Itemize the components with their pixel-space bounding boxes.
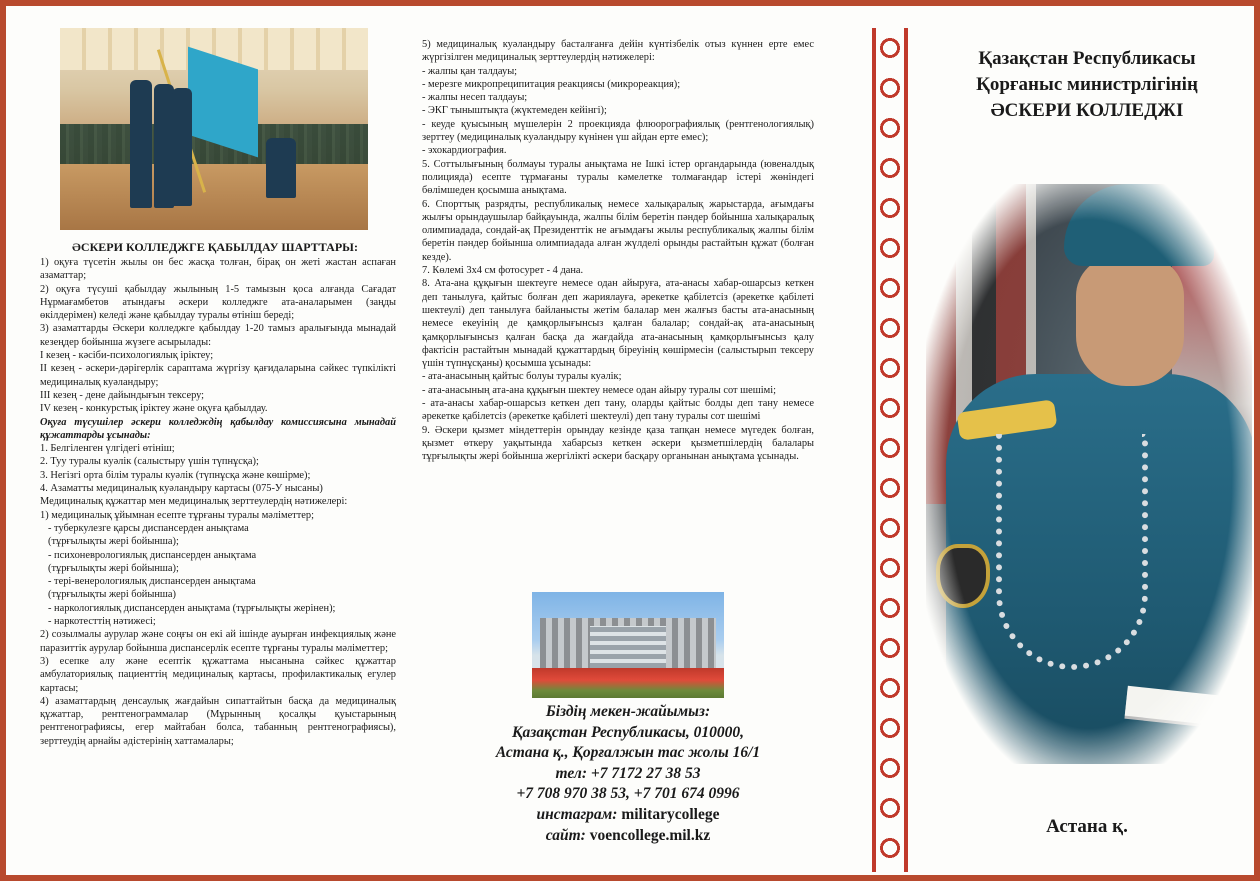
text-line: - мерезге микропреципитация реакциясы (микрореакция); bbox=[422, 78, 681, 90]
text-line: - ата-анасының ата-ана құқығын шектеу немесе одан айыру туралы сот шешімі; bbox=[422, 384, 777, 396]
instagram-label: инстаграм: bbox=[536, 805, 618, 823]
kazakh-ornament-divider bbox=[868, 28, 912, 872]
admission-heading: ӘСКЕРИ КОЛЛЕДЖГЕ ҚАБЫЛДАУ ШАРТТАРЫ: bbox=[72, 240, 358, 254]
text-line: - наркологиялық диспансерден анықтама (тұрғылықты жерінен); bbox=[48, 602, 336, 614]
contacts-block bbox=[416, 702, 840, 846]
text-line: III кезең - дене дайындығын тексеру; bbox=[40, 389, 205, 401]
text-line: 2. Туу туралы куәлік (салыстыру үшін түпнұсқа); bbox=[40, 456, 259, 468]
text-line: 1. Белгіленген үлгідегі өтініш; bbox=[40, 443, 175, 455]
text-line: - ЭКГ тыныштықта (жүктемеден кейінгі); bbox=[422, 105, 607, 117]
site-line bbox=[416, 826, 840, 847]
text-line: IV кезең - конкурстық іріктеу және оқуға қабылдау. bbox=[40, 403, 268, 415]
college-building-photo bbox=[532, 592, 724, 698]
city-label: Астана қ. bbox=[1046, 816, 1128, 837]
address-line-2: Астана қ., Қорғалжын тас жолы 16/1 bbox=[495, 744, 761, 762]
site-label: сайт: bbox=[545, 826, 586, 844]
text-line: 2) созылмалы аурулар және соңғы он екі ай ішінде ауырған инфекциялық және паразиттік аурулар бойынша диспансерлік есепте тұрғаны туралы мәліметтер; bbox=[40, 629, 396, 654]
address-line-1: Қазақстан Республикасы, 010000, bbox=[512, 723, 744, 741]
text-line: 1) медициналық ұйымнан есепте тұрғаны туралы мәліметтер; bbox=[40, 509, 314, 521]
text-line: 8. Ата-ана құқығын шектеуге немесе одан айыруға, ата-анасы хабар-ошарсыз кеткен деп танылуға, қайтыс болған деп жариялауға, әрекетке қабілетсіз (әрекетке қабілеті шектеулі) деп танылуға байланысты жетім балалар мен жалғыз басты ата-анасының немесе екеуінің де қамқорлығынсыз қалған балалар; сондай-ақ ата-анасының қамқорлығынсыз қалған басқа да жағдайда ата-анасының қамқорлығынсыз қалу фактісін растайтын мынадай құжаттардың біреуінің көшірмесін (салыстырып тексеру үшін түпнұсқаны) қосымша ұсынады: bbox=[422, 278, 814, 370]
text-line: (тұрғылықты жері бойынша) bbox=[48, 589, 176, 601]
admission-text bbox=[40, 256, 396, 748]
text-line: 3) азаматтарды Әскери колледжге қабылдау 1-20 тамыз аралығында мынадай кезеңдер бойынша жүзеге асырылады: bbox=[40, 323, 396, 348]
text-line: - ата-анасы хабар-ошарсыз кеткен деп тану, оларды қайтыс болды деп тану немесе әрекетке қабілетсіз (әрекетке қабілеті шектеулі) деп тану туралы сот шешімі bbox=[422, 398, 814, 423]
title-line-3: ӘСКЕРИ КОЛЛЕДЖІ bbox=[990, 100, 1184, 121]
text-line: (тұрғылықты жері бойынша); bbox=[48, 536, 179, 548]
phone-number[interactable]: +7 7172 27 38 53 bbox=[590, 764, 701, 782]
text-line: - тері-венерологиялық диспансерден анықтама bbox=[48, 576, 256, 588]
text-line: - наркотесттің нәтижесі; bbox=[48, 616, 156, 628]
instagram-line bbox=[416, 805, 840, 826]
text-line: Медициналық құжаттар мен медициналық зерттеулердің нәтижелері: bbox=[40, 496, 348, 508]
text-line: 6. Спорттық разрядты, республикалық немесе халықаралық жарыстарда, ағымдағы жылғы орындаушылар байқауында, жалпы білім беретін пәндер бойынша халықаралық олимпиадада, сондай-ақ Президенттік не ағымдағы жылы республикалық жалпы білім беретін пәндер бойынша олимпиадада алған жүлделі орынды растайтын құжат (болған кезде). bbox=[422, 198, 814, 263]
text-line: 3) есепке алу және есептік құжаттама нысанына сәйкес құжаттар амбулаториялық пациенттің медициналық картасы, профилактикалық егулер картасы; bbox=[40, 655, 396, 694]
text-line: - жалпы несеп талдауы; bbox=[422, 92, 528, 104]
text-line: - психоневрологиялық диспансерден анықтама bbox=[48, 549, 257, 561]
ceremony-photo bbox=[60, 28, 368, 230]
site-link[interactable]: voencollege.mil.kz bbox=[589, 826, 711, 844]
text-line: 4) азаматтардың денсаулық жағдайын сипаттайтын басқа да медициналық құжаттар, рентгенограммалар (Мұрынның қосалқы қуыстарының рентгенографиясы, егер майтабан болса, табанның рентгенографиясы), зерттеудің арнайы әдістерінің хаттамалары; bbox=[40, 695, 396, 747]
text-line: - жалпы қан талдауы; bbox=[422, 65, 518, 77]
text-line: - туберкулезге қарсы диспансерден анықтама bbox=[48, 522, 249, 534]
text-line: 3. Негізгі орта білім туралы куәлік (түпнұсқа және көшірме); bbox=[40, 469, 311, 481]
documents-subheading: Оқуға түсушілер әскери колледждің қабылдау комиссиясына мынадай құжаттарды ұсынады: bbox=[40, 416, 396, 441]
phone-line-1 bbox=[416, 764, 840, 785]
text-line: - кеуде қуысының мүшелерін 2 проекцияда флюорографиялық (рентгенологиялық) зерттеу (медициналық куәландыру күнінен үш айдан ерте емес); bbox=[422, 118, 814, 144]
cadet-photo bbox=[926, 184, 1252, 764]
text-line: 7. Көлемі 3х4 см фотосурет - 4 дана. bbox=[422, 265, 584, 277]
phone-line-2[interactable]: +7 708 970 38 53, +7 701 674 0996 bbox=[516, 785, 740, 803]
text-line: 4. Азаматты медициналық куәландыру картасы (075-У нысаны) bbox=[40, 483, 323, 495]
text-line: - ата-анасының қайтыс болуы туралы куәлік; bbox=[422, 371, 622, 383]
text-line: - эхокардиография. bbox=[422, 145, 507, 157]
college-title bbox=[918, 46, 1256, 124]
text-line: 5. Соттылығының болмауы туралы анықтама не Ішкі істер органдарында (ювеналдық полицияда) есепте тұрмағаны туралы кәмелетке толмағандар істері жөніндегі бөлімшеден қосымша анықтама. bbox=[422, 158, 814, 197]
phone-label: тел: bbox=[555, 764, 587, 782]
column-medical-documents bbox=[416, 6, 816, 875]
text-line: II кезең - әскери-дәрігерлік сараптама жүргізу қағидаларына сәйкес түпкілікті медициналық куәландыру; bbox=[40, 363, 396, 388]
text-line: I кезең - кәсіби-психологиялық іріктеу; bbox=[40, 350, 214, 362]
column-admission-conditions bbox=[34, 6, 396, 875]
instagram-handle[interactable]: militarycollege bbox=[621, 805, 720, 823]
text-line: 5) медициналық куәландыру басталғанға дейін күнтізбелік отыз күннен ерте емес жүргізілген медициналық зерттеулердің нәтижелері: bbox=[422, 39, 814, 64]
title-line-2: Қорғаныс министрлігінің bbox=[976, 74, 1198, 95]
documents-text bbox=[422, 38, 814, 464]
title-line-1: Қазақстан Республикасы bbox=[978, 48, 1196, 69]
text-line: (тұрғылықты жері бойынша); bbox=[48, 562, 179, 574]
text-line: 9. Әскери қызмет міндеттерін орындау кезінде қаза тапқан немесе мүгедек болған, қызмет өткеру уақытында хабарсыз кеткен әскери қызметшілердің балалары тұрғылықты жері бойынша жергілікті әскери басқару органынан анықтама ұсынады. bbox=[422, 424, 814, 463]
contacts-heading: Біздің мекен-жайымыз: bbox=[545, 703, 711, 720]
text-line: 1) оқуға түсетін жылы он бес жасқа толған, бірақ он жеті жастан аспаған азаматтар; bbox=[40, 257, 396, 282]
column-cover bbox=[918, 6, 1256, 875]
text-line: 2) оқуға түсуші қабылдау жылының 1-5 тамызын қоса алғанда Сағадат Нұрмағамбетов атындағы әскери колледжге ата-аналарымен (заңды өкілдерімен) келеді және қабылдау туралы өтініш береді; bbox=[40, 283, 396, 322]
